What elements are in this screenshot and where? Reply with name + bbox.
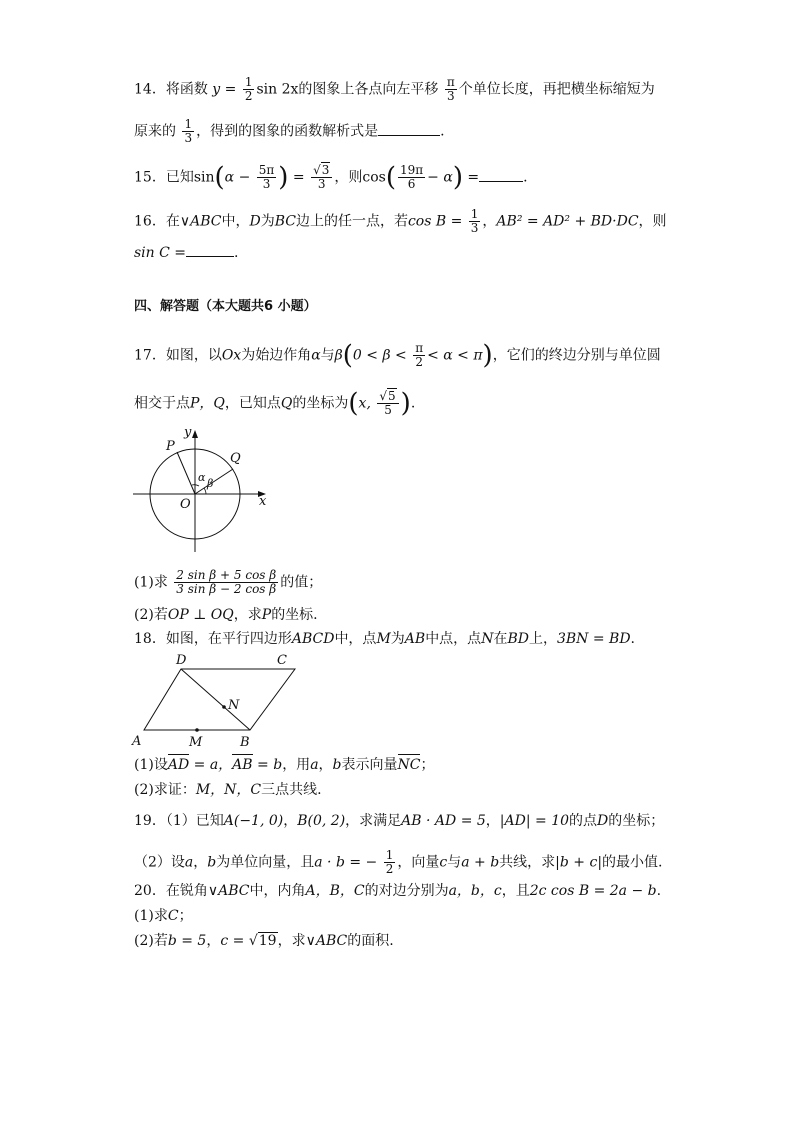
question-18: 18．如图，在平行四边形ABCD中，点M为AB中点，点N在BD上，3BN = BD.: [134, 631, 635, 647]
label-o: O: [180, 497, 191, 512]
point-m: [195, 728, 199, 732]
fraction-one-third-16: $\frac{1}{3}$: [470, 207, 479, 235]
question-14-line-2: 原来的 $\frac{1}{3}$ ，得到的图象的函数解析式是 .: [134, 117, 445, 145]
label-y: y: [184, 425, 192, 440]
fraction-pi-third: $\frac{\pi}{3}$: [446, 75, 455, 103]
diagonal-bd: [181, 669, 250, 730]
question-20-part-1: (1)求C；: [134, 908, 193, 924]
question-19-part-1: 19．（1）已知A(−1, 0)，B(0, 2)，求满足AB · AD = 5，|AD| = 10的点D的坐标；: [134, 813, 665, 829]
question-17-line-2: 相交于点P，Q，已知点Q的坐标为(x, $\frac{√5}{5}$ ).: [134, 388, 416, 419]
parallelogram-abcd: [144, 669, 295, 730]
label-n: N: [228, 698, 240, 713]
label-x: x: [259, 494, 267, 509]
question-17-part-2: (2)若OP ⊥ OQ，求P的坐标.: [134, 607, 318, 623]
point-n: [222, 705, 226, 709]
unit-circle-figure: [128, 424, 273, 554]
fraction-sqrt3-3: $\frac{√3}{3}$: [311, 164, 332, 191]
ray-op: [177, 452, 195, 494]
answer-blank-14[interactable]: [378, 134, 440, 136]
parallelogram-figure: [130, 650, 300, 750]
question-19-part-2: （2）设a，b为单位向量，且a · b = − $\frac{1}{2}$ ，向量c与a + b共线，求|b + c|的最小值.: [134, 848, 663, 876]
question-18-part-2: (2)求证：M，N，C三点共线.: [134, 782, 322, 798]
label-alpha: α: [198, 471, 206, 484]
question-14-line-1: 14．将函数 y = $\frac{1}{2}$ sin 2x的图象上各点向左平移 $\frac{\pi}{3}$ 个单位长度，再把横坐标缩短为: [134, 75, 655, 103]
fraction-one-third: $\frac{1}{3}$: [184, 117, 193, 145]
label-b: B: [240, 735, 250, 750]
fraction-trig-ratio: $\frac{\text{2 sin β + 5 cos β}}{\text{3 sin β − 2 cos β}}$: [176, 568, 277, 596]
label-c: C: [277, 653, 287, 668]
y-axis-arrow-icon: [192, 430, 198, 438]
label-m: M: [189, 735, 203, 750]
question-16-line-2: sin C = .: [134, 245, 239, 261]
fraction-pi-half: $\frac{\pi}{2}$: [415, 341, 424, 369]
answer-blank-15[interactable]: [479, 180, 523, 182]
label-d: D: [176, 653, 187, 668]
section-heading: 四、解答题（本大题共6 小题）: [134, 299, 317, 314]
question-18-part-1: (1)设AD = a，AB = b，用a，b表示向量NC；: [134, 757, 435, 773]
question-16-line-1: 16．在∨ABC中，D为BC边上的任一点，若cos B = $\frac{1}{3}$ ，AB² = AD² + BD·DC，则: [134, 207, 667, 235]
answer-blank-16[interactable]: [186, 255, 234, 257]
question-15: 15．已知sin(α − $\frac{5\pi}{3}$ ) = $\frac{√3}{3}$ ，则cos( $\frac{19\pi}{6}$ − α) = .: [134, 162, 528, 193]
label-p: P: [166, 439, 175, 454]
fraction-5pi-3: $\frac{5\pi}{3}$: [258, 163, 275, 191]
angle-beta-arc: [204, 488, 206, 494]
label-q: Q: [230, 451, 241, 466]
question-20: 20．在锐角∨ABC中，内角A，B，C的对边分别为a，b，c，且2c cos B = 2a − b.: [134, 883, 662, 899]
question-20-part-2: (2)若b = 5，c = √19，求∨ABC的面积.: [134, 933, 394, 949]
fraction-19pi-6: $\frac{19\pi}{6}$: [400, 163, 424, 191]
question-17-line-1: 17．如图，以Ox为始边作角α与β(0 < β < $\frac{\pi}{2}$ < α < π)，它们的终边分别与单位圆: [134, 340, 661, 371]
fraction-one-half: $\frac{1}{2}$: [244, 75, 253, 103]
label-beta: β: [207, 477, 214, 490]
fraction-one-half-19: $\frac{1}{2}$: [385, 848, 394, 876]
fraction-sqrt5-5: $\frac{√5}{5}$: [377, 390, 398, 417]
label-a: A: [132, 734, 142, 749]
question-17-part-1: (1)求 $\frac{\text{2 sin β + 5 cos β}}{\text{3 sin β − 2 cos β}}$ 的值；: [134, 568, 323, 596]
